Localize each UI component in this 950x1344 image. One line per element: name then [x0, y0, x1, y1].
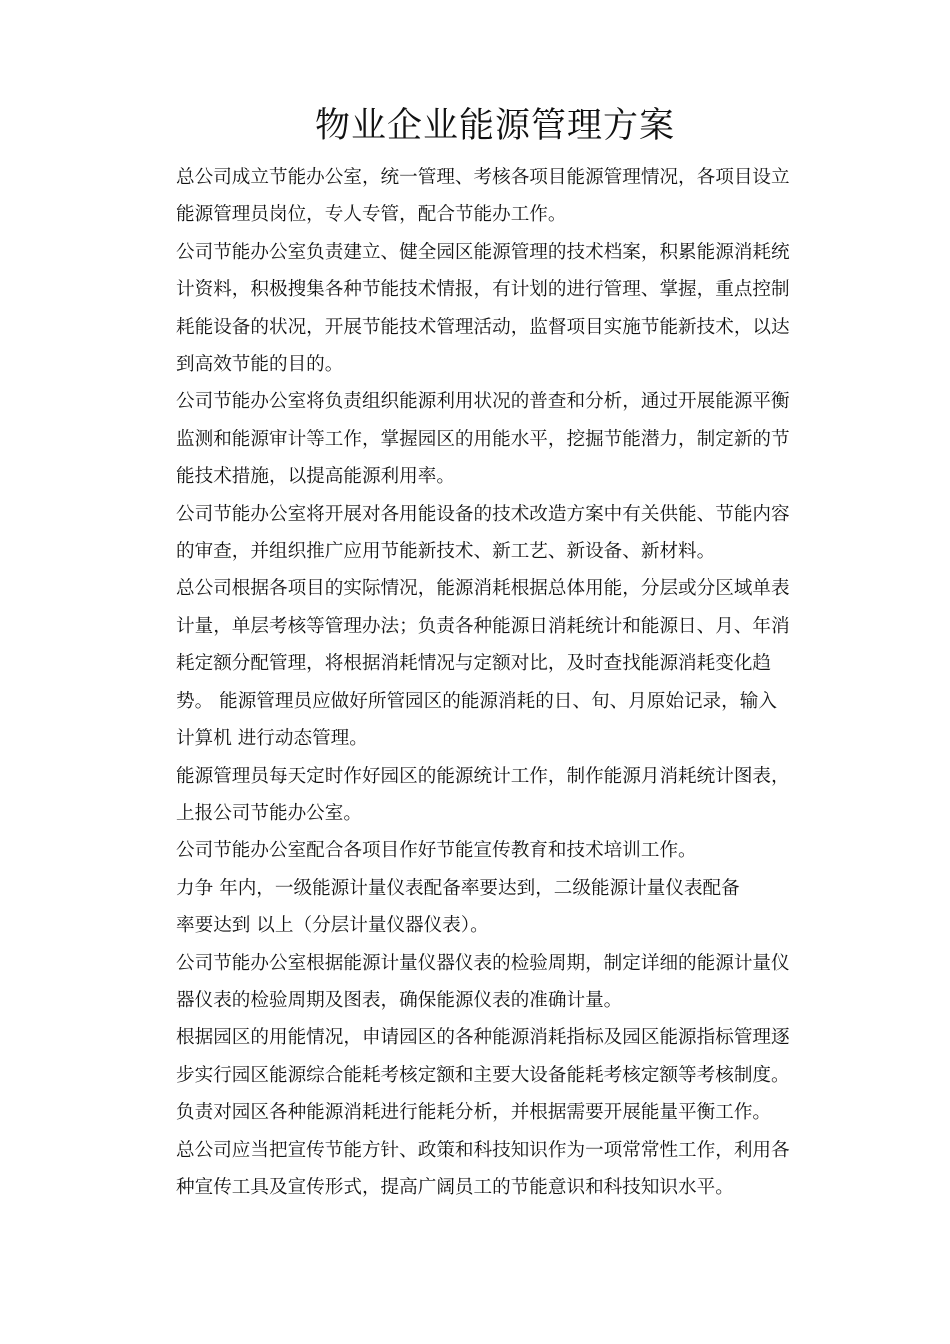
paragraph: [176, 870, 824, 945]
paragraph: [176, 383, 824, 495]
paragraph-line: 能源管理员每天定时作好园区的能源统计工作，制作能源月消耗统计图表，: [176, 765, 790, 787]
paragraph-line: 计算机 进行动态管理。: [176, 728, 368, 750]
paragraph-line: 根据园区的用能情况，申请园区的各种能源消耗指标及园区能源指标管理逐: [176, 1027, 790, 1049]
paragraph-line: 种宣传工具及宣传形式，提高广阔员工的节能意识和科技知识水平。: [176, 1176, 734, 1198]
paragraph-line: 公司节能办公室配合各项目作好节能宣传教育和技术培训工作。: [176, 840, 697, 862]
paragraph-line: 到高效节能的目的。: [176, 354, 344, 376]
paragraph-line: 力争 年内，一级能源计量仪表配备率要达到，二级能源计量仪表配备: [176, 877, 740, 899]
paragraph-line: 的审查，并组织推广应用节能新技术、新工艺、新设备、新材料。: [176, 541, 716, 563]
paragraph: [176, 758, 824, 833]
paragraph-line: 总公司根据各项目的实际情况，能源消耗根据总体用能，分层或分区域单表: [176, 578, 790, 600]
paragraph: [176, 159, 824, 234]
paragraph: [176, 1132, 824, 1207]
paragraph-line: 耗能设备的状况，开展节能技术管理活动，监督项目实施节能新技术，以达: [176, 316, 790, 338]
paragraph-line: 总公司成立节能办公室，统一管理、考核各项目能源管理情况，各项目设立: [176, 167, 790, 188]
paragraph-line: 势。 能源管理员应做好所管园区的能源消耗的日、旬、月原始记录，输入: [176, 690, 777, 712]
paragraph: [176, 945, 824, 1020]
paragraph: [176, 234, 824, 384]
paragraph: [176, 1094, 824, 1131]
paragraph-line: 总公司应当把宣传节能方针、政策和科技知识作为一项常常性工作，利用各: [176, 1139, 790, 1161]
paragraph-line: 公司节能办公室将开展对各用能设备的技术改造方案中有关供能、节能内容: [176, 503, 790, 525]
paragraph-line: 公司节能办公室将负责组织能源利用状况的普查和分析，通过开展能源平衡: [176, 391, 790, 413]
document-title: 物业企业能源管理方案: [314, 106, 675, 146]
paragraph-line: 负责对园区各种能源消耗进行能耗分析，并根据需要开展能量平衡工作。: [176, 1102, 772, 1124]
paragraph-line: 监测和能源审计等工作，掌握园区的用能水平，挖掘节能潜力，制定新的节: [176, 428, 790, 450]
paragraph: [176, 1019, 824, 1094]
paragraph-line: 计资料，积极搜集各种节能技术情报，有计划的进行管理、掌握，重点控制: [176, 279, 790, 301]
paragraph-line: 公司节能办公室负责建立、健全园区能源管理的技术档案，积累能源消耗统: [176, 241, 790, 263]
paragraph-line: 器仪表的检验周期及图表，确保能源仪表的准确计量。: [176, 989, 623, 1011]
paragraph-line: 步实行园区能源综合能耗考核定额和主要大设备能耗考核定额等考核制度。: [176, 1064, 790, 1086]
paragraph-line: 计量，单层考核等管理办法；负责各种能源日消耗统计和能源日、月、年消: [176, 615, 790, 637]
paragraph-line: 耗定额分配管理，将根据消耗情况与定额对比，及时查找能源消耗变化趋: [176, 653, 772, 675]
paragraph-line: 能技术措施，以提高能源利用率。: [176, 466, 455, 488]
paragraph: [176, 570, 824, 757]
paragraph-line: 上报公司节能办公室。: [176, 802, 362, 824]
paragraph-line: 公司节能办公室根据能源计量仪器仪表的检验周期，制定详细的能源计量仪: [176, 952, 790, 974]
paragraph: [176, 832, 824, 869]
paragraph: [176, 496, 824, 571]
document-body: [176, 159, 824, 1206]
paragraph-line: 率要达到 以上（分层计量仪器仪表）。: [176, 915, 489, 937]
paragraph-line: 能源管理员岗位，专人专管，配合节能办工作。: [176, 204, 567, 226]
